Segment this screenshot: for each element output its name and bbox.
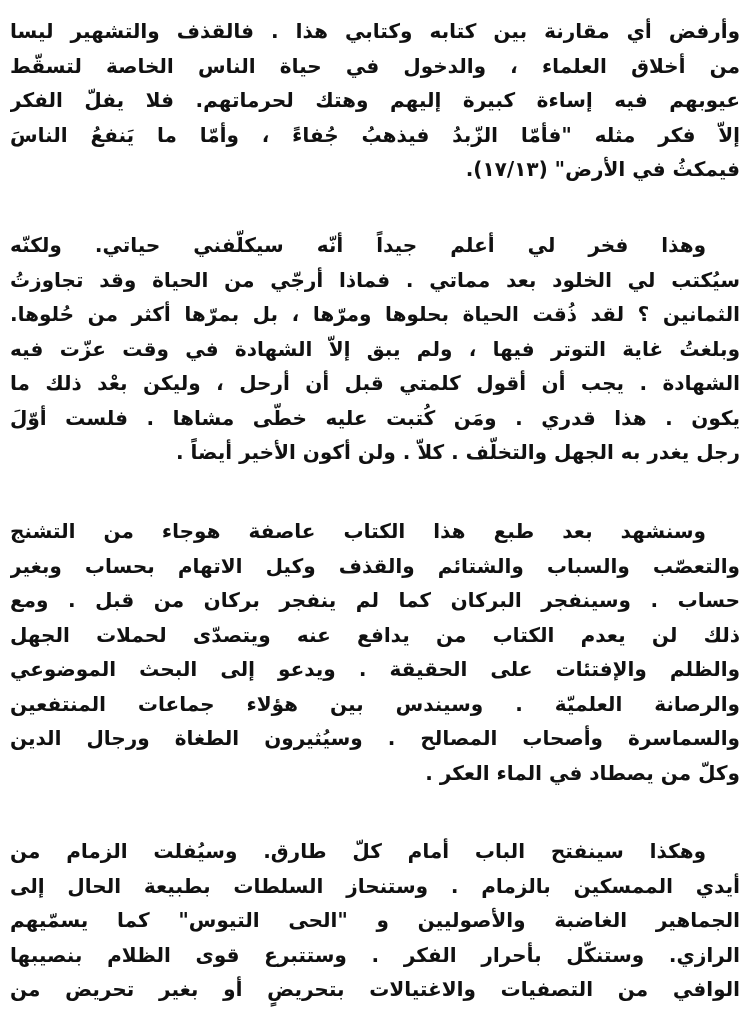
text-line: من أخلاق العلماء ، والدخول في حياة الناس الخاصة لتسقّط: [10, 53, 740, 78]
text-line: وسنشهد بعد طبع هذا الكتاب عاصفة هوجاء من التشنج: [10, 519, 706, 543]
text-line: وكلّ من يصطاد في الماء العكر .: [425, 760, 740, 785]
text-line: حساب . وسينفجر البركان كما لم ينفجر بركان من قبل . ومع: [10, 588, 740, 612]
text-line: والسماسرة وأصحاب المصالح . وسيُثيرون الطغاة ورجال الدين: [10, 726, 740, 750]
text-line: رجل يغدر به الجهل والتخلّف . كلاّ . ولن أكون الأخير أيضاً .: [175, 440, 740, 464]
text-line: وهذا فخر لي أعلم جيداً أنّه سيكلّفني حياتي. ولكنّه: [10, 233, 706, 257]
text-line: إلاّ فكر مثله "فأمّا الزّبدُ فيذهبُ جُفاءً ، وأمّا ما يَنفعُ الناسَ: [10, 122, 740, 147]
paragraph-2: [10, 228, 740, 470]
text-line: سيُكتب لي الخلود بعد مماتي . فماذا أرجّي من الحياة وقد تجاوزتُ: [10, 267, 740, 292]
text-line: فيمكثُ في الأرض" (١٧/١٣).: [465, 157, 740, 181]
text-line: الرازي. وستنكّل بأحرار الفكر . وستتبرع قوى الظلام بنصيبها: [10, 942, 740, 967]
paragraph-4: [10, 834, 740, 1007]
text-line: والرصانة العلميّة . وسيندس بين هؤلاء جماعات المنتفعين: [10, 691, 740, 716]
text-line: ذلك لن يعدم الكتاب من يدافع عنه ويتصدّى لحملات الجهل: [10, 622, 740, 647]
text-line: الجماهير الغاضبة والأصوليين و "الحى التيوس" كما يسمّيهم: [10, 908, 740, 932]
text-line: وهكذا سينفتح الباب أمام كلّ طارق. وسيُفلت الزمام من: [10, 839, 706, 863]
text-line: الوافي من التصفيات والاغتيالات بتحريضٍ أو بغير تحريض من: [10, 977, 740, 1001]
document-page: [10, 6, 740, 1016]
text-line: أيدي الممسكين بالزمام . وستنحاز السلطات بطبيعة الحال إلى: [10, 873, 740, 898]
paragraph-3: [10, 514, 740, 790]
text-line: وأرفض أي مقارنة بين كتابه وكتابي هذا . فالقذف والتشهير ليسا: [10, 19, 740, 43]
text-line: والظلم والإفتئات على الحقيقة . ويدعو إلى البحث الموضوعي: [10, 657, 740, 681]
text-line: والتعصّب والسباب والشتائم والقذف وكيل الاتهام بحساب وبغير: [10, 553, 740, 578]
text-line: عيوبهم فيه إساءة كبيرة إليهم وهتك لحرماتهم. فلا يفلّ الفكر: [10, 88, 740, 112]
text-line: يكون . هذا قدري . ومَن كُتبت عليه خطّى مشاها . فلست أوّلَ: [10, 405, 740, 430]
paragraph-1: [10, 14, 740, 187]
text-line: وبلغتُ غاية التوتر فيها ، ولم يبق إلاّ الشهادة في وقت عزّت فيه: [10, 336, 740, 361]
text-line: الثمانين ؟ لقد ذُقت الحياة بحلوها ومرّها ، بل بمرّها أكثر من حُلوها.: [10, 302, 740, 326]
text-line: الشهادة . يجب أن أقول كلمتي قبل أن أرحل ، وليكن بعْد ذلك ما: [10, 371, 740, 395]
